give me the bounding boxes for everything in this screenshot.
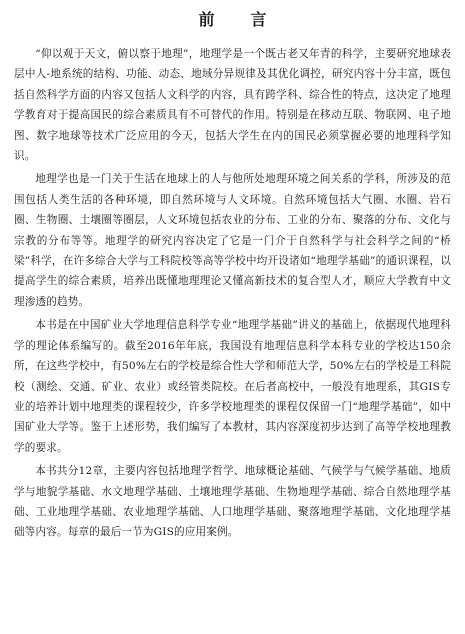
paragraph-2: 地理学也是一门关于生活在地球上的人与他所处地理环境之间关系的学科，所涉及的范围包括人类生活的各种环境，即自然环境与人文环境。自然环境包括大气圈、水圈、岩石圈、生物圈、土壤圈等圈层，人文环境包括农业的分布、工业的分布、聚落的分布、文化与宗教的分布等等。地理学的研究内容决定了它是一门介于自然科学与社会科学之间的“桥梁”科学，在许多综合大学与工科院校等高等学校中均开设诸如“地理学基础”的通识课程，以提高学生的综合素质，培养出既懂地理理论又懂高新技术的复合型人才，顺应大学教育中文理渗透的趋势。	[14, 173, 451, 308]
paragraph-3: 本书是在中国矿业大学地理信息科学专业“地理学基础”讲义的基础上，依据现代地理科学的理论体系编写的。截至2016年年底，我国设有地理信息科学本科专业的学校达150余所，在这些学校中，有50%左右的学校是综合性大学和师范大学，50%左右的学校是工科院校（测绘、交通、矿业、农业）或经管类院校。在后者高校中，一般没有地理系，其GIS专业的培养计划中地理类的课程较少，许多学校地理类的课程仅保留一门“地理学基础”，如中国矿业大学等。鉴于上述形势，我们编写了本教材，其内容深度初步达到了高等学校地理教学的要求。	[14, 319, 451, 454]
paragraph-1: “仰以观于天文，俯以察于地理”，地理学是一个既古老又年青的科学，主要研究地球表层中人-地系统的结构、功能、动态、地域分异规律及其优化调控，研究内容十分丰富，既包括自然科学方面的内容又包括人文科学的内容，具有跨学科、综合性的特点，这决定了地理学教育对于提高国民的综合素质具有不可替代的作用。特别是在移动互联、物联网、电子地图、数字地球等技术广泛应用的今天，包括大学生在内的国民必须掌握必要的地理科学知识。	[14, 48, 451, 163]
page-title: 前 言	[198, 10, 277, 29]
paragraph-4: 本书共分12章，主要内容包括地理学哲学、地球概论基础、气候学与气候学基础、地质学与地貌学基础、水文地理学基础、土壤地理学基础、生物地理学基础、综合自然地理学基础、工业地理学基础、农业地理学基础、人口地理学基础、聚落地理学基础、文化地理学基础等内容。每章的最后一节为GIS的应用案例。	[14, 465, 451, 539]
